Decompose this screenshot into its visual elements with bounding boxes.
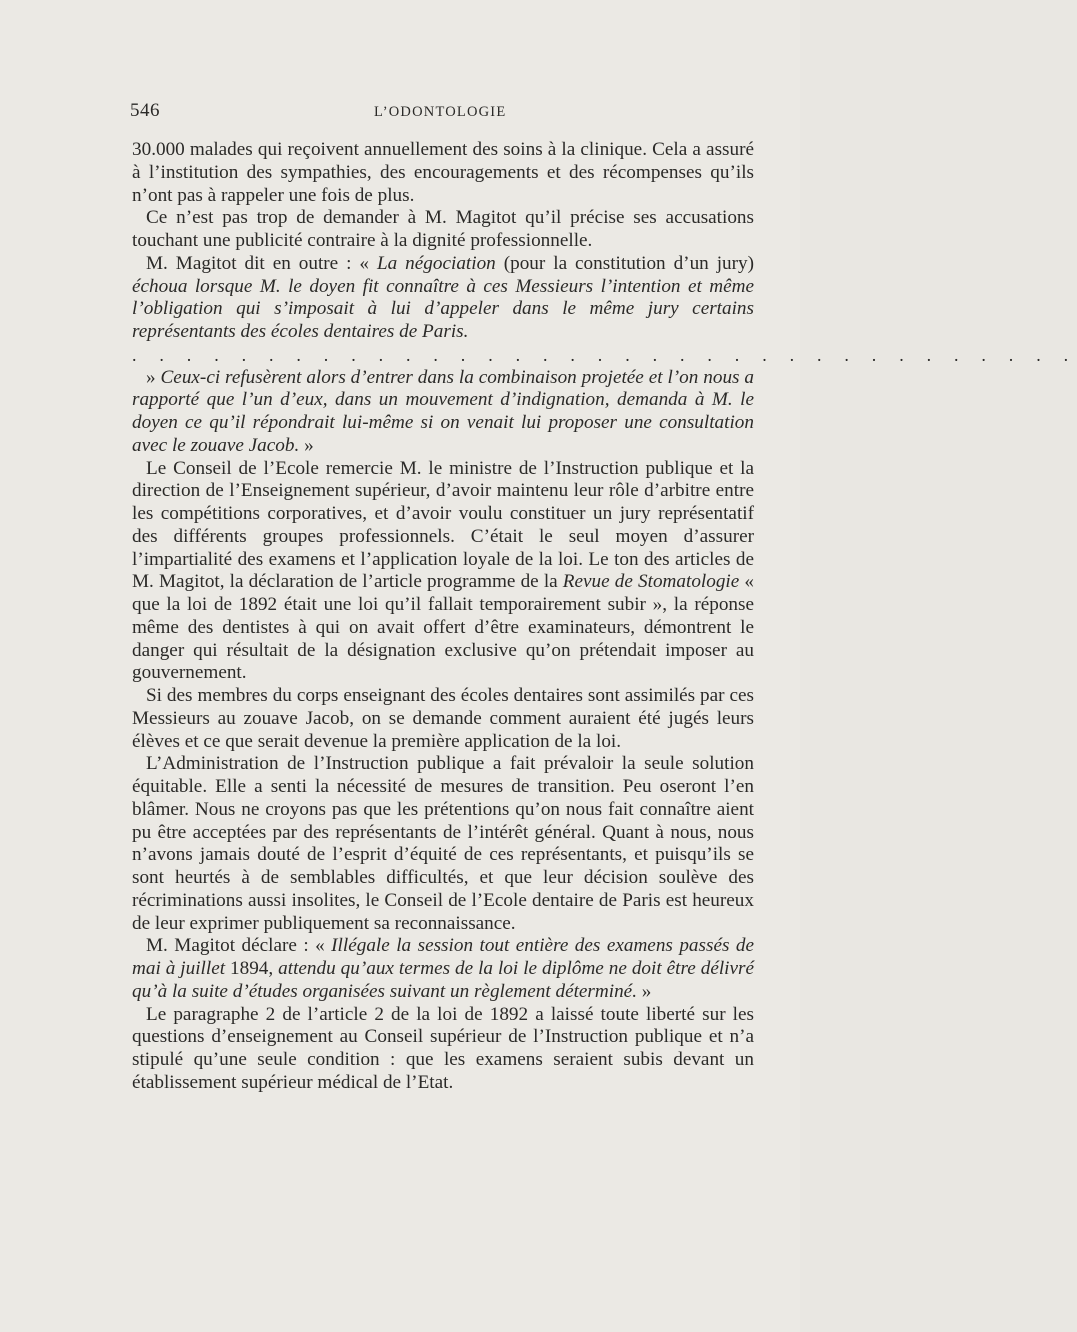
paragraph-refusal — [132, 367, 754, 458]
paragraph-declaration — [132, 935, 754, 1003]
paragraph-law: Le paragraphe 2 de l’article 2 de la loi de 1892 a laissé toute liberté sur les questions d’enseignement au Conseil supérieur de l’Instruction publique et n’a stipulé qu’une seule condition : que les examens seraient subis devant un établissement supérieur médical de l’Etat. — [132, 1003, 754, 1093]
italic-diploma: attendu qu’aux termes de la loi le diplôme ne doit être délivré qu’à la suite d’études organisées suivant un règlement déterminé. — [132, 958, 755, 1002]
council-text-end: « que la loi de 1892 était une loi qu’il fallait temporairement subir », la réponse même des dentistes à qui on avait offert d’être examinateurs, démontrent le danger qui résultait de la désignation exclusive qu’on prétendait imposer au gouvernement. — [132, 571, 755, 684]
council-text-start: Le Conseil de l’Ecole remercie M. le ministre de l’Instruction publique et la direction de l’Enseignement supérieur, d’avoir maintenu leur rôle d’arbitre entre les compétitions corporatives, et d’avoir voulu constituer un jury représentatif des différents groupes professionnels. C’était le seul moyen d’assurer l’impartialité des examens et l’application loyale de la loi. Le ton des articles de M. Magitot, la déclaration de l’article programme de la — [132, 457, 754, 593]
paragraph-council — [132, 458, 754, 686]
paragraph-clinic: 30.000 malades qui reçoivent annuellement des soins à la clinique. Cela a assuré à l’institution des sympathies, des encouragements et des récompenses qu’ils n’ont pas à rappeler une fois de plus. — [132, 139, 754, 206]
ellipsis-dots: . . . . . . . . . . . . . . . . . . . . . . . . . . . . . . . . . . . — [132, 344, 1077, 365]
declaration-intro: M. Magitot déclare : « — [146, 935, 332, 957]
italic-quote-refusal: Ceux-ci refusèrent alors d’entrer dans la combinaison projetée et l’on nous a rapporté que l’un d’eux, dans un mouvement d’indignation, demanda à M. le doyen ce qu’il répondrait lui-même si on venait lui proposer une consultation avec le zouave Jacob. — [132, 366, 755, 456]
quote-intro: M. Magitot dit en outre : « — [146, 252, 377, 274]
paragraph-teachers: Si des membres du corps enseignant des écoles dentaires sont assimilés par ces Messieurs au zouave Jacob, on se demande comment auraient été jugés leurs élèves et ce que serait devenue la première application de la loi. — [132, 685, 754, 752]
paragraph-accusations: Ce n’est pas trop de demander à M. Magitot qu’il précise ses accusations touchant une publicité contraire à la dignité professionnelle. — [132, 207, 754, 251]
paragraph-administration: L’Administration de l’Instruction publique a fait prévaloir la seule solution équitable. Elle a senti la nécessité de mesures de transition. Peu oseront l’en blâmer. Nous ne croyons pas que les prétentions qu’on nous fait connaître aient pu être acceptées par des représentants de l’intérêt général. Quant à nous, nous n’avons jamais douté de l’esprit d’équité de ces représentants, et puisqu’ils se sont heurtés à de semblables difficultés, et que leur décision soulève des récriminations aussi insolites, le Conseil de l’Ecole dentaire de Paris est heureux de leur exprimer publiquement sa reconnaissance. — [132, 753, 754, 934]
italic-quote-doyen: échoua lorsque M. le doyen fit connaître à ces Messieurs l’intention et même l’obligation qui s’imposait à lui d’appeler dans le même jury certains représentants des écoles dentaires de Paris. — [132, 275, 754, 342]
jury-parenthetical: (pour la constitution d’un jury) — [495, 252, 754, 274]
quote-open: » — [146, 366, 161, 388]
quote-close: » — [299, 434, 314, 456]
page-number: 546 — [130, 100, 160, 121]
paragraph-negotiation — [132, 253, 754, 344]
body-text — [132, 139, 1077, 1095]
italic-illegal: Illégale la session tout entière des examens passés de mai à juillet — [132, 935, 754, 979]
italic-revue: Revue de Stomatologie — [562, 571, 740, 593]
declaration-close: » — [637, 980, 652, 1002]
running-title: L’ODONTOLOGIE — [374, 104, 507, 120]
italic-negotiation: La négociation — [376, 252, 496, 274]
declaration-year: 1894, — [225, 958, 279, 979]
page-header — [130, 100, 755, 128]
